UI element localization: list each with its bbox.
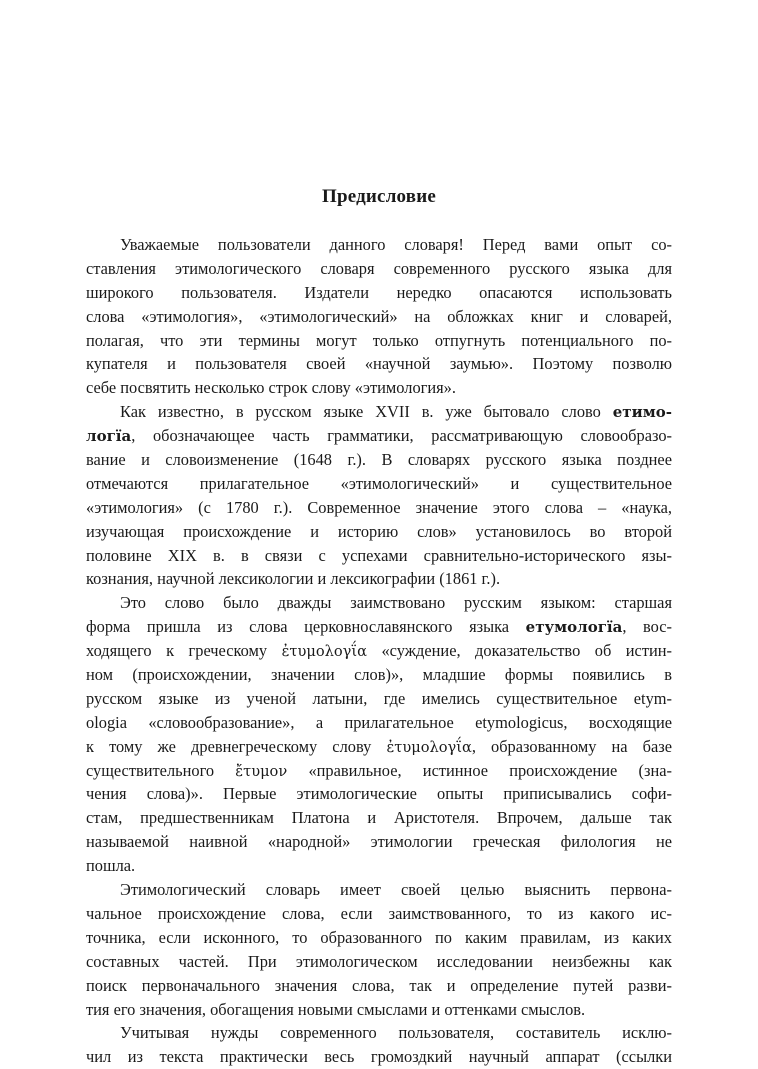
text-line (86, 257, 672, 281)
text-run: существительного (86, 760, 236, 780)
text-line (86, 1045, 672, 1069)
text-run: отмечаются прилагательное «этимологический» и существительное (86, 473, 672, 493)
text-run: точника, если исконного, то образованного по каким правилам, из каких (86, 927, 672, 947)
text-run: кознания, научной лексикологии и лексикографии (1861 г.). (86, 569, 501, 589)
text-run: Учитывая нужды современного пользователя, составитель исклю- (120, 1023, 672, 1043)
greek-word: ἐτυμολογΐα (281, 643, 367, 661)
text-run: Как известно, в русском языке XVII в. уже бытовало слово (120, 402, 613, 422)
text-run: ставления этимологического словаря современного русского языка для (86, 258, 672, 278)
text-run: составных частей. При этимологическом исследовании неизбежны как (86, 951, 672, 971)
text-line (86, 615, 672, 639)
text-run: половине XIX в. в связи с успехами сравнительно-исторического язы- (86, 545, 672, 565)
text-run: ologia «словообразование», а прилагательное etymologicus, восходящие (86, 712, 672, 732)
text-run: Уважаемые пользователи данного словаря! Перед вами опыт со- (120, 235, 672, 254)
text-run: чил из текста практически весь громоздкий научный аппарат (ссылки (86, 1047, 672, 1067)
text-run: стам, предшественникам Платона и Аристотеля. Впрочем, дальше так (86, 808, 672, 828)
text-line (86, 663, 672, 687)
text-run: пошла. (86, 856, 136, 876)
text-line (86, 1021, 672, 1045)
text-line (86, 735, 672, 759)
text-run: Это слово было дважды заимствовано русским языком: старшая (120, 593, 672, 613)
text-line (86, 878, 672, 902)
text-line (86, 639, 672, 663)
text-line (86, 950, 672, 974)
text-line (86, 233, 672, 257)
text-line (86, 472, 672, 496)
text-run: называемой наивной «народной» этимологии греческая филология не (86, 832, 672, 852)
text-run: «правильное, истинное происхождение (зна- (287, 760, 672, 780)
text-run: ном (происхождении, значении слов)», младшие формы появились в (86, 665, 672, 685)
text-line (86, 974, 672, 998)
text-line (86, 567, 672, 591)
text-line (86, 759, 672, 783)
text-run: чальное происхождение слова, если заимствованного, то из какого ис- (86, 903, 672, 923)
text-run: «этимология» (с 1780 г.). Современное значение этого слова – «наука, (86, 497, 672, 517)
text-run: поиск первоначального значения слова, так и определение путей разви- (86, 975, 672, 995)
text-run: себе посвятить несколько строк слову «этимология». (86, 378, 456, 398)
text-run: «суждение, доказательство об истин- (366, 641, 672, 661)
text-line (86, 591, 672, 615)
text-line (86, 520, 672, 544)
text-line (86, 281, 672, 305)
text-line (86, 352, 672, 376)
text-run: изучающая происхождение и историю слов» установилось во второй (86, 521, 672, 541)
text-line (86, 806, 672, 830)
greek-word: ἔτυμον (235, 762, 288, 780)
preface-body (86, 233, 672, 1069)
text-line (86, 544, 672, 568)
church-slavonic-word: етумологїа (525, 618, 623, 637)
text-line (86, 424, 672, 448)
text-line (86, 782, 672, 806)
greek-word: ἐτυμολογΐα (386, 738, 472, 756)
text-run: , обозначающее часть грамматики, рассматривающую словообразо- (131, 426, 672, 446)
text-run: вание и словоизменение (1648 г.). В словарях русского языка позднее (86, 450, 672, 470)
text-line (86, 711, 672, 735)
text-run: полагая, что эти термины могут только отпугнуть потенциального по- (86, 330, 672, 350)
text-run: форма пришла из слова церковнославянского языка (86, 617, 526, 637)
text-line (86, 305, 672, 329)
text-run: ходящего к греческому (86, 641, 282, 661)
text-line (86, 329, 672, 353)
text-line (86, 376, 672, 400)
text-line (86, 448, 672, 472)
text-run: , образованному на базе (471, 736, 672, 756)
text-run: , вос- (622, 617, 672, 637)
text-line (86, 998, 672, 1022)
text-run: Этимологический словарь имеет своей целью выяснить первона- (120, 880, 672, 900)
text-run: тия его значения, обогащения новыми смыслами и оттенками смыслов. (86, 999, 586, 1019)
text-line (86, 496, 672, 520)
text-line (86, 902, 672, 926)
church-slavonic-word: етимо- (612, 403, 672, 422)
text-line (86, 830, 672, 854)
text-run: русском языке из ученой латыни, где имелись существительное etym- (86, 688, 672, 708)
text-line (86, 854, 672, 878)
text-line (86, 687, 672, 711)
text-line (86, 400, 672, 424)
text-run: к тому же древнегреческому слову (86, 736, 387, 756)
text-run: купателя и пользователя своей «научной заумью». Поэтому позволю (86, 354, 672, 374)
text-line (86, 926, 672, 950)
text-run: слова «этимология», «этимологический» на обложках книг и словарей, (86, 306, 672, 326)
text-run: широкого пользователя. Издатели нередко опасаются использовать (86, 282, 672, 302)
page-title: Предисловие (321, 186, 437, 207)
text-run: чения слова)». Первые этимологические опыты приписывались софи- (86, 784, 672, 804)
church-slavonic-word: логїа (86, 427, 132, 446)
